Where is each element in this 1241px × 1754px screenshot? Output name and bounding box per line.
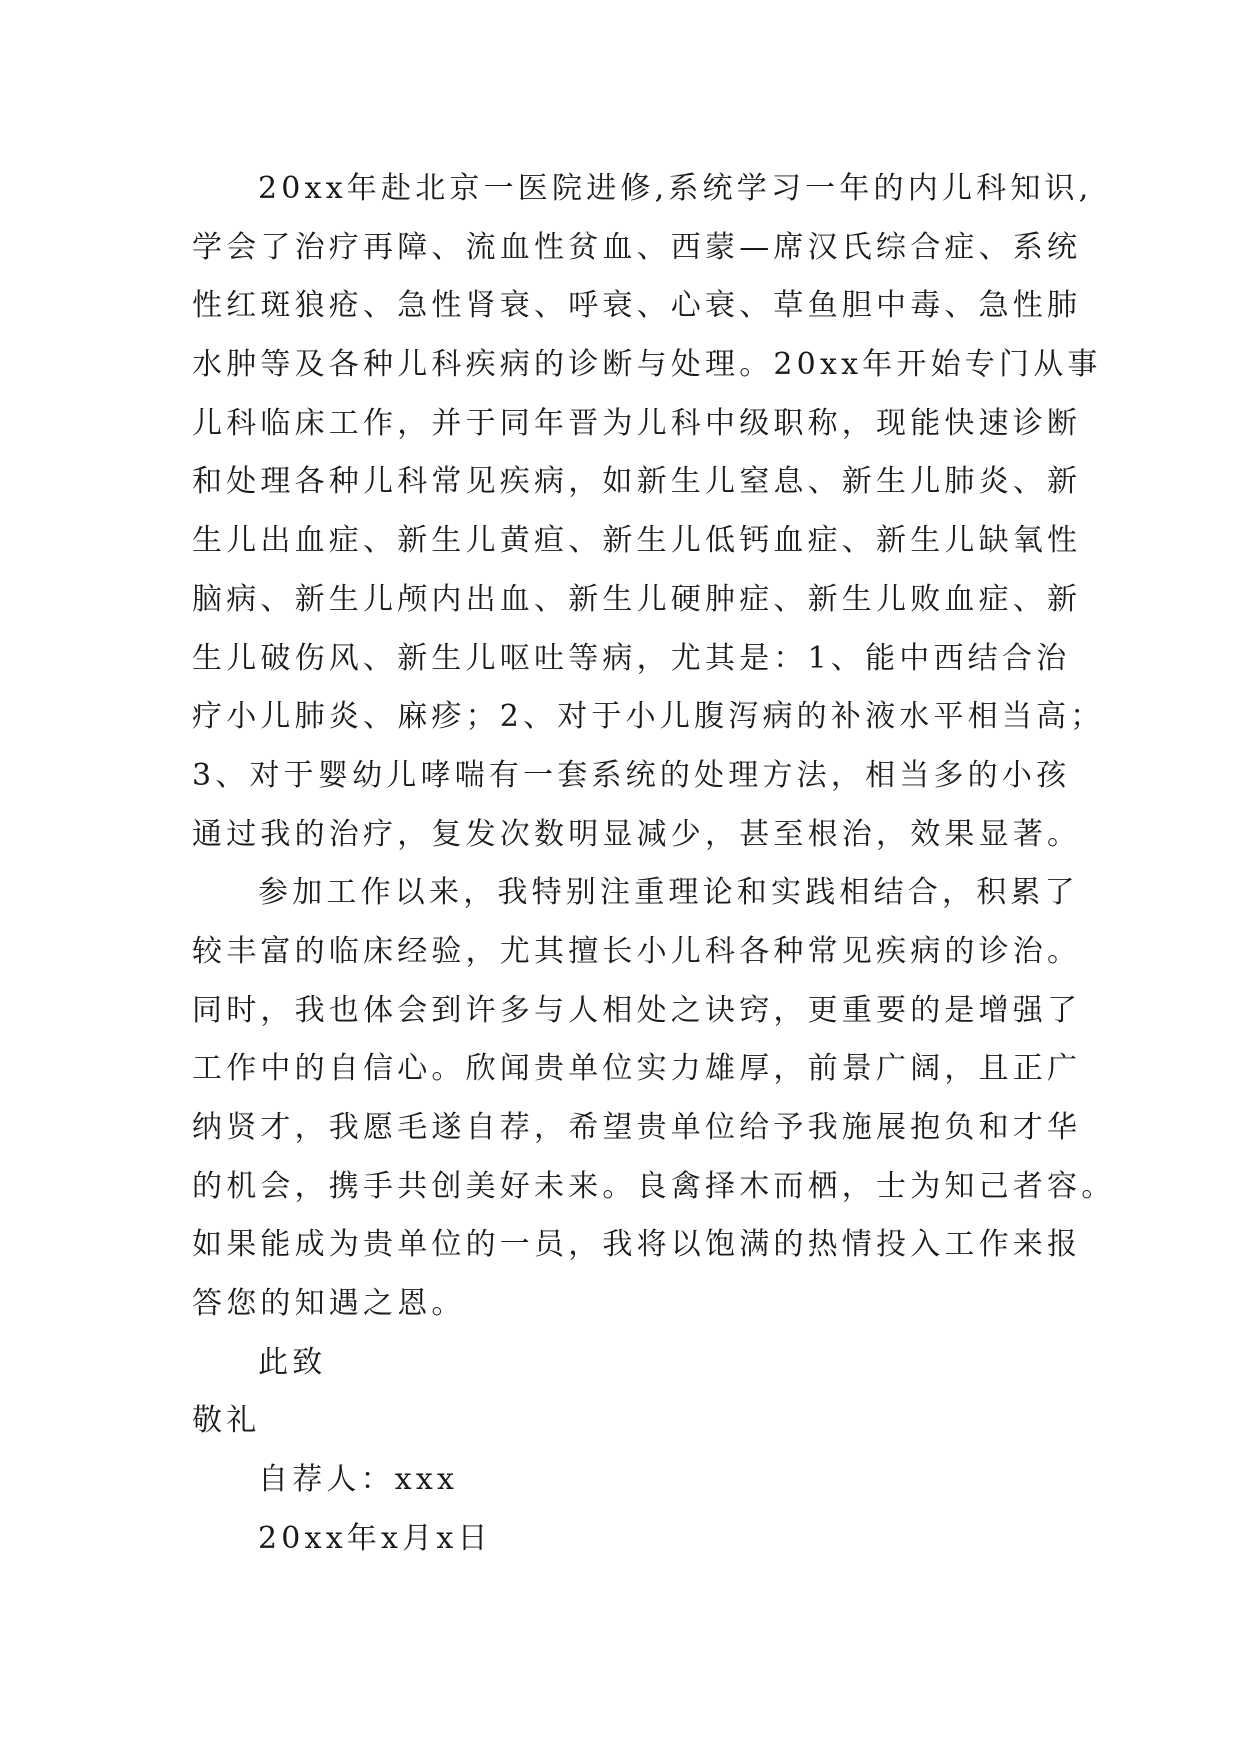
text-line: 答您的知遇之恩。 — [192, 1286, 466, 1322]
text-line: 工作中的自信心。欣闻贵单位实力雄厚，前景广阔，且正广 — [192, 1051, 1082, 1087]
text-line: 生儿破伤风、新生儿呕吐等病，尤其是：1、能中西结合治 — [192, 640, 1071, 676]
text-line: 同时，我也体会到许多与人相处之诀窍，更重要的是增强了 — [192, 992, 1082, 1028]
letter-body — [192, 160, 1116, 1569]
text-line: 参加工作以来，我特别注重理论和实践相结合，积累了 — [258, 875, 1079, 911]
closing-regards: 敬礼 — [192, 1403, 261, 1439]
signature-line: 自荐人：xxx — [258, 1462, 459, 1498]
text-line: 如果能成为贵单位的一员，我将以饱满的热情投入工作来报 — [192, 1227, 1082, 1263]
text-line: 和处理各种儿科常见疾病，如新生儿窒息、新生儿肺炎、新 — [192, 464, 1082, 500]
text-line: 儿科临床工作，并于同年晋为儿科中级职称，现能快速诊断 — [192, 405, 1082, 441]
text-line: 脑病、新生儿颅内出血、新生儿硬肿症、新生儿败血症、新 — [192, 581, 1082, 617]
date-line: 20xx年x月x日 — [258, 1520, 492, 1556]
text-line: 通过我的治疗，复发次数明显减少，甚至根治，效果显著。 — [192, 816, 1082, 852]
text-line: 纳贤才，我愿毛遂自荐，希望贵单位给予我施展抱负和才华 — [192, 1110, 1082, 1145]
text-line: 疗小儿肺炎、麻疹；2、对于小儿腹泻病的补液水平相当高； — [192, 699, 1105, 735]
text-line: 3、对于婴幼儿哮喘有一套系统的处理方法，相当多的小孩 — [192, 757, 1071, 793]
text-line: 生儿出血症、新生儿黄疸、新生儿低钙血症、新生儿缺氧性 — [192, 523, 1082, 559]
text-line: 性红斑狼疮、急性肾衰、呼衰、心衰、草鱼胆中毒、急性肺 — [192, 288, 1082, 324]
text-line: 较丰富的临床经验，尤其擅长小儿科各种常见疾病的诊治。 — [192, 933, 1082, 969]
text-line: 的机会，携手共创美好未来。良禽择木而栖，士为知己者容。 — [192, 1168, 1116, 1204]
closing-salutation: 此致 — [258, 1344, 327, 1380]
text-line: 水肿等及各种儿科疾病的诊断与处理。20xx年开始专门从事 — [192, 347, 1102, 383]
text-line: 学会了治疗再障、流血性贫血、西蒙—席汉氏综合症、系统 — [192, 229, 1082, 265]
text-line: 20xx年赴北京一医院进修,系统学习一年的内儿科知识, — [258, 171, 1093, 206]
